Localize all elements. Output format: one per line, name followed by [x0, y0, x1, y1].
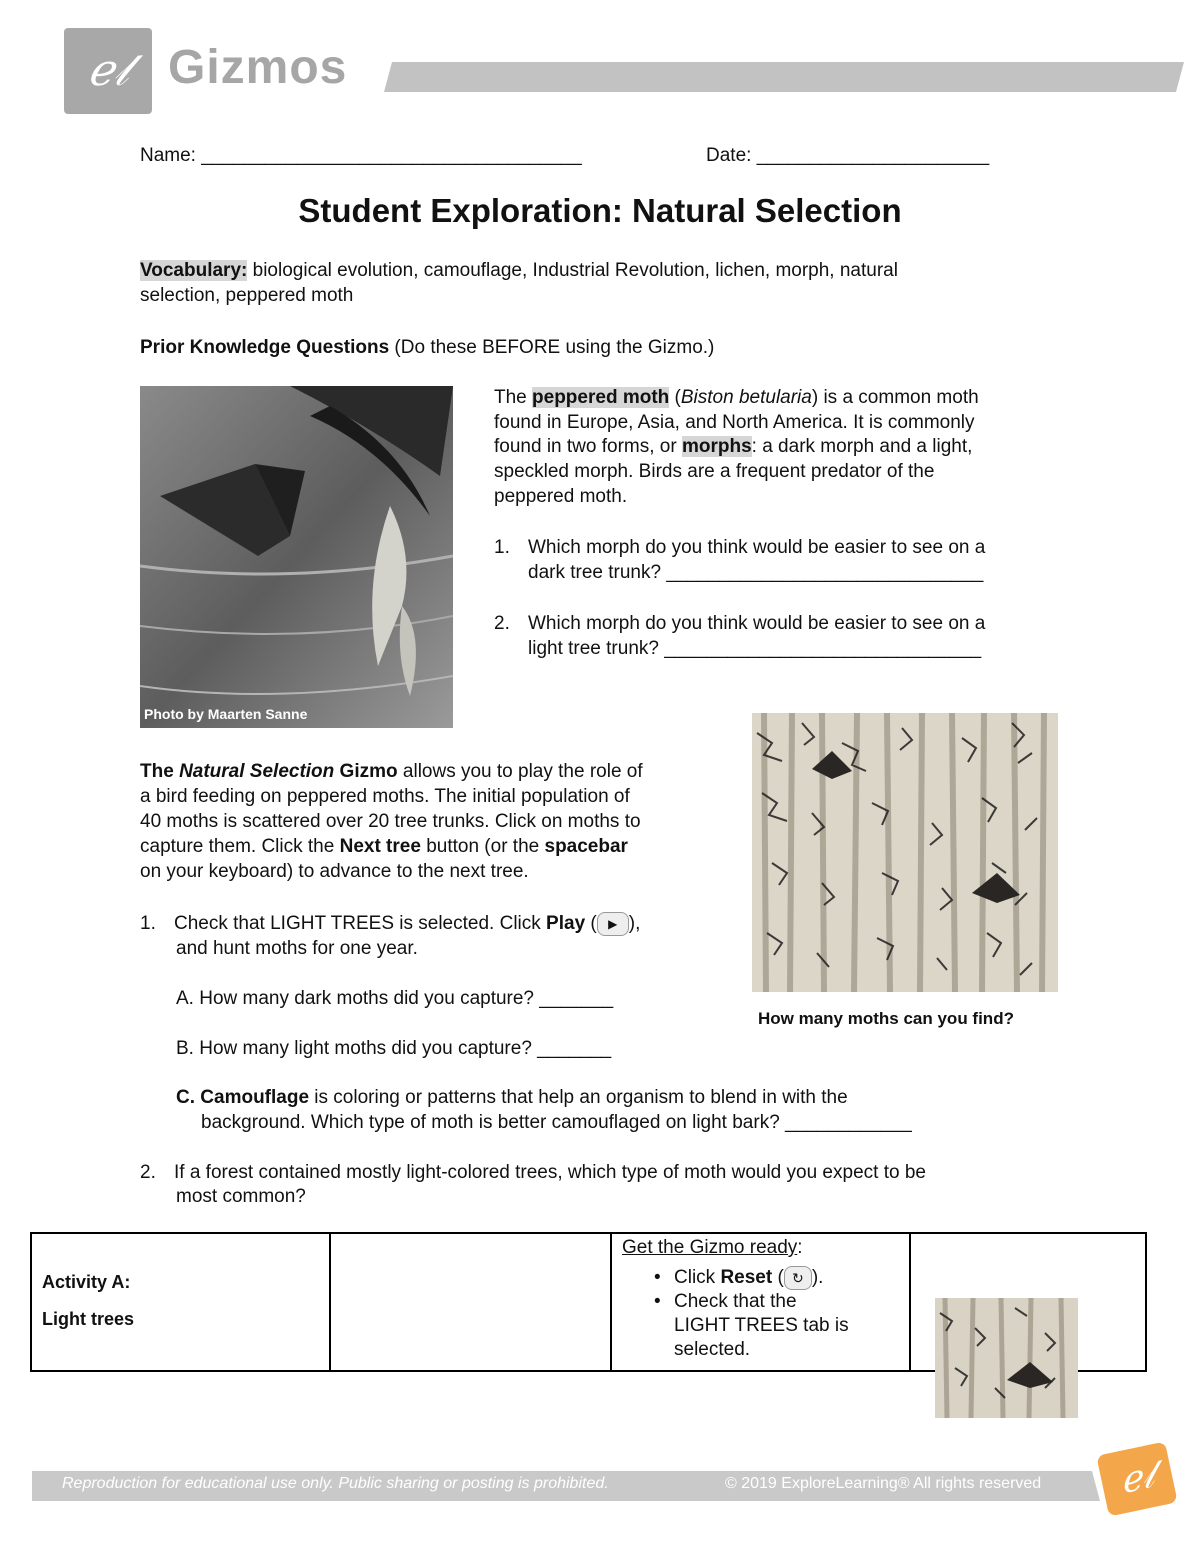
- date-field[interactable]: Date: ______________________: [706, 145, 990, 166]
- get-ready-colon: :: [797, 1237, 803, 1258]
- forest-illustration: [752, 713, 1058, 992]
- prior-q2-answer[interactable]: light tree trunk? ______________________________: [528, 638, 982, 659]
- q2-line-2: most common?: [176, 1186, 306, 1207]
- q1-text-c: (: [585, 913, 597, 934]
- explorelearning-logo: [1096, 1441, 1177, 1516]
- intro-l1-c: ) is a common moth: [811, 387, 979, 408]
- intro-scientific-name: Biston betularia: [680, 387, 812, 408]
- reset-term: Reset: [720, 1267, 773, 1289]
- vocabulary-line-1: [140, 258, 898, 283]
- bullet2-line-2: LIGHT TREES tab is: [674, 1315, 849, 1337]
- bullet1-d: ).: [811, 1267, 824, 1289]
- logo-glyph: ℯ𝓁: [87, 45, 129, 96]
- gizmo-intro-l4-c: button (or the: [420, 836, 545, 857]
- prior-q1-number: 1.: [494, 537, 510, 558]
- play-term: Play: [546, 913, 586, 934]
- activity-empty-cell: [330, 1233, 611, 1371]
- q1-part-c: [176, 1085, 848, 1110]
- intro-l3-a: found in two forms, or: [494, 436, 682, 457]
- gizmos-brand: Gizmos: [168, 41, 348, 94]
- intro-l1-a: The: [494, 387, 533, 408]
- footer-disclaimer: Reproduction for educational use only. Public sharing or posting is prohibited.: [62, 1475, 609, 1492]
- prior-q1-answer[interactable]: dark tree trunk? ______________________________: [528, 562, 984, 583]
- question-2: [140, 1160, 926, 1185]
- q1-text-a: Check that LIGHT TREES is selected. Click: [174, 913, 547, 934]
- moth-intro-line-1: [494, 385, 979, 410]
- camouflage-definition: is coloring or patterns that help an organism to blend in with the: [309, 1087, 848, 1108]
- bullet-reset: [622, 1266, 899, 1290]
- q2-number: 2.: [140, 1162, 156, 1183]
- activity-title-cell: [31, 1233, 330, 1371]
- next-tree-term: Next tree: [339, 836, 421, 857]
- prior-q2-text: Which morph do you think would be easier to see on a: [528, 613, 986, 634]
- photo-credit: Photo by Maarten Sanne: [144, 706, 308, 722]
- gizmo-word: Gizmo: [334, 761, 398, 782]
- q1-text-d: ),: [628, 913, 641, 934]
- vocabulary-line-2: selection, peppered moth: [140, 285, 354, 306]
- gizmo-intro-l4-a: capture them. Click the: [140, 836, 340, 857]
- page-title: Student Exploration: Natural Selection: [298, 192, 902, 229]
- prior-question-1: [494, 535, 985, 560]
- forest-moths-image: [752, 713, 1058, 992]
- gizmo-intro-the: The: [140, 761, 180, 782]
- gizmo-intro-line-2: a bird feeding on peppered moths. The initial population of: [140, 786, 630, 807]
- q2-text: If a forest contained mostly light-colored trees, which type of moth would you expect to be: [174, 1162, 926, 1183]
- gizmos-logo-mark: [64, 28, 152, 114]
- intro-l1-b: (: [669, 387, 681, 408]
- activity-instructions-cell: [611, 1233, 910, 1371]
- intro-l3-b: : a dark morph and a light,: [751, 436, 973, 457]
- prior-q2-number: 2.: [494, 613, 510, 634]
- get-ready-heading: [622, 1236, 899, 1260]
- reset-icon: ↻: [784, 1266, 812, 1290]
- gizmo-name: Natural Selection: [179, 761, 335, 782]
- bullet1-a: Click: [674, 1267, 721, 1289]
- prior-knowledge-heading: [140, 335, 714, 360]
- header-stripe: [384, 62, 1184, 92]
- prior-q1-text: Which morph do you think would be easier to see on a: [528, 537, 986, 558]
- forest-caption: How many moths can you find?: [758, 1009, 1014, 1028]
- q1-part-a[interactable]: A. How many dark moths did you capture? _______: [176, 988, 614, 1009]
- play-icon: ▶: [597, 912, 629, 936]
- moth-intro-line-2: found in Europe, Asia, and North America. It is commonly: [494, 412, 975, 433]
- moth-intro-line-5: peppered moth.: [494, 486, 628, 507]
- peppered-moth-photo: [140, 386, 453, 728]
- gizmo-intro-l1-rest: allows you to play the role of: [397, 761, 643, 782]
- footer-logo-glyph: ℯ𝓁: [1116, 1455, 1158, 1503]
- q1-part-c-line-2[interactable]: background. Which type of moth is better camouflaged on light bark? ____________: [201, 1112, 912, 1133]
- vocabulary-terms: biological evolution, camouflage, Industrial Revolution, lichen, morph, natural: [247, 260, 898, 281]
- bullet2-line-3: selected.: [674, 1339, 751, 1361]
- bullet-light-trees: [622, 1290, 899, 1362]
- camouflage-term: C. Camouflage: [176, 1087, 310, 1108]
- gizmo-intro-line-5: on your keyboard) to advance to the next tree.: [140, 861, 529, 882]
- term-peppered-moth: peppered moth: [532, 387, 670, 408]
- prior-heading-note: (Do these BEFORE using the Gizmo.): [389, 337, 715, 358]
- activity-subtitle: Light trees: [42, 1309, 135, 1329]
- bullet2-line-1: Check that the: [674, 1291, 797, 1313]
- footer-copyright: © 2019 ExploreLearning® All rights reserved: [725, 1475, 1042, 1492]
- gizmo-intro-line-4: [140, 834, 628, 859]
- get-ready-text: Get the Gizmo ready: [622, 1237, 798, 1258]
- bullet-dot-2: •: [654, 1291, 661, 1313]
- q1-line-2: and hunt moths for one year.: [176, 938, 418, 959]
- gizmo-intro-line-3: 40 moths is scattered over 20 tree trunks. Click on moths to: [140, 811, 641, 832]
- gizmo-intro-line-1: [140, 759, 643, 784]
- moth-intro-line-4: speckled morph. Birds are a frequent predator of the: [494, 461, 935, 482]
- vocabulary-label: Vocabulary:: [140, 260, 248, 281]
- prior-question-2: [494, 611, 985, 636]
- prior-heading-bold: Prior Knowledge Questions: [140, 337, 390, 358]
- question-1: [140, 911, 640, 936]
- term-morphs: morphs: [681, 436, 752, 457]
- thumbnail-illustration: [935, 1298, 1078, 1418]
- bullet-dot-1: •: [654, 1267, 661, 1288]
- name-field[interactable]: Name: ____________________________________: [140, 145, 582, 166]
- spacebar-term: spacebar: [544, 836, 628, 857]
- q1-number: 1.: [140, 913, 156, 934]
- activity-title: Activity A:: [42, 1272, 131, 1292]
- light-trees-thumbnail: [935, 1298, 1078, 1418]
- q1-part-b[interactable]: B. How many light moths did you capture? _______: [176, 1038, 612, 1059]
- bullet1-c: (: [772, 1267, 784, 1289]
- moth-photo-illustration: [140, 386, 453, 728]
- moth-intro-line-3: [494, 434, 972, 459]
